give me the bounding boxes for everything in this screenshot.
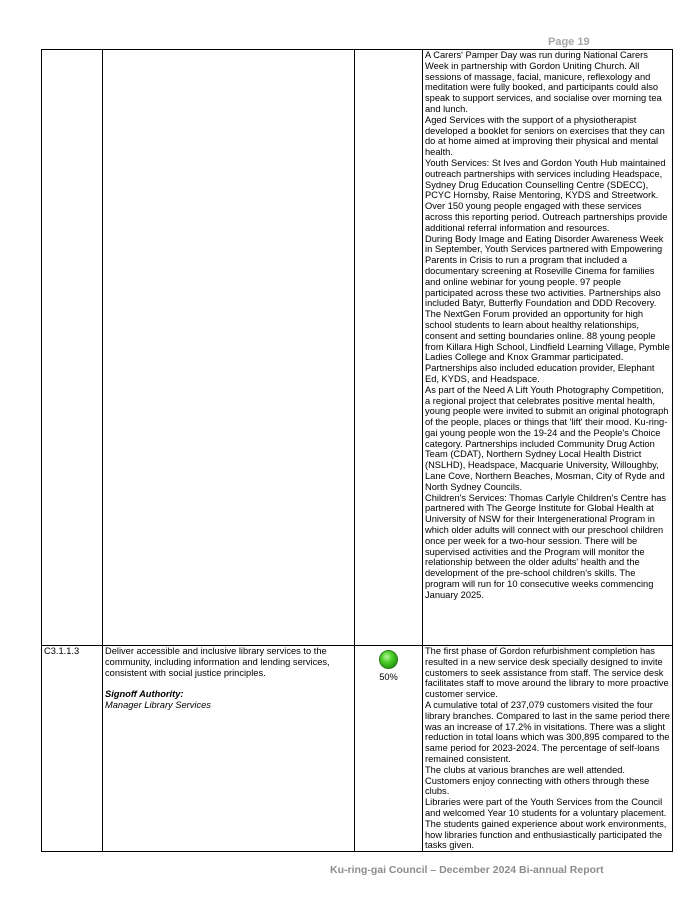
comment-paragraph: Children's Services: Thomas Carlyle Children's Centre has partnered with The George Institute for Global Health at University of NSW for their Intergenerational Program in which older adults will connect with our preschool children once per week for a two-hour session. There will be supervised activities and the Program will monitor the relationship between the older adults' health and the development of the pre-school children's skills. The program will run for 10 consecutive weeks commencing January 2025. <box>425 492 667 600</box>
comment-paragraph: The first phase of Gordon refurbishment completion has resulted in a new service desk specially designed to invite customers to seek assistance from staff. The service desk facilitates staff to move around the library to more proactive customer service. <box>425 646 669 700</box>
action-id-cell <box>42 50 103 646</box>
comment-paragraph: As part of the Need A Lift Youth Photography Competition, a regional project that celebrates positive mental health, young people were invited to submit an original photograph of the people, places or things that 'lift' their mood. Ku-ring-gai young people won the 19-24 and the People's Choice category. Partnerships included Community Drug Action Team (CDAT), Northern Sydney Local Health District (NSLHD), Headspace, Macquarie University, Willoughby, Lane Cove, Northern Beaches, Mosman, City of Ryde and North Sydney Councils. <box>425 384 669 492</box>
comment-cell <box>423 50 673 646</box>
report-table <box>41 49 673 852</box>
action-id-cell <box>42 646 103 852</box>
signoff-name: Manager Library Services <box>105 700 211 711</box>
status-percent: 50% <box>379 672 398 682</box>
status-cell <box>355 646 423 852</box>
action-id: C3.1.1.3 <box>44 646 80 656</box>
comment-paragraph: Libraries were part of the Youth Services from the Council and welcomed Year 10 students for a voluntary placement. The students gained experience about work environments, how libraries function and enthusiastically participated the tasks given. <box>425 797 667 851</box>
table-row <box>42 50 673 646</box>
description-cell <box>103 646 355 852</box>
comment-paragraph: The clubs at various branches are well attended. Customers enjoy connecting with others through these clubs. <box>425 764 650 797</box>
comment-paragraph: During Body Image and Eating Disorder Awareness Week in September, Youth Services partnered with Empowering Parents in Crisis to run a program that included a documentary screening at Roseville Cinema for families and online webinar for young people. 97 people participated across these two activities. Partnerships also included Batyr, Butterfly Foundation and DDD Recovery. <box>425 233 664 309</box>
comment-paragraph: A cumulative total of 237,079 customers visited the four library branches. Compared to last in the same period there was an increase of 17.2% in visitations. There was a slight reduction in total loans which was 300,895 compared to the same period for 2023-2024. The percentage of self-loans remained consistent. <box>425 699 670 764</box>
table-row <box>42 646 673 852</box>
comment-paragraph: Aged Services with the support of a physiotherapist developed a booklet for seniors on exercises that they can do at home aimed at improving their physical and mental health. <box>425 114 665 158</box>
report-footer: Ku-ring-gai Council – December 2024 Bi-annual Report <box>330 864 604 876</box>
comment-paragraph: The NextGen Forum provided an opportunity for high school students to learn about healthy relationships, consent and setting boundaries online. 88 young people from Killara High School, Lindfield Learning Village, Pymble Ladies College and Knox Grammar participated. Partnerships also included education provider, Elephant Ed, KYDS, and Headspace. <box>425 309 670 384</box>
comment-cell <box>423 646 673 852</box>
action-description: Deliver accessible and inclusive library services to the community, including information and lending services, consistent with social justice principles. <box>105 646 330 678</box>
signoff-label: Signoff Authority: <box>105 689 184 700</box>
status-cell <box>355 50 423 646</box>
page-number: Page 19 <box>548 36 590 48</box>
status-light-icon <box>379 650 398 669</box>
comment-paragraph: A Carers' Pamper Day was run during National Carers Week in partnership with Gordon Uniting Church. All sessions of massage, facial, manicure, reflexology and meditation were fully booked, and participants could also speak to support services, and socialise over morning tea and lunch. <box>425 50 662 114</box>
comment-paragraph: Youth Services: St Ives and Gordon Youth Hub maintained outreach partnerships with services including Headspace, Sydney Drug Education Counselling Centre (SDECC), PCYC Hornsby, Raise Mentoring, KYDS and Streetwork. Over 150 young people engaged with these services across this reporting period. Outreach partnerships provide additional referral information and resources. <box>425 157 668 233</box>
description-cell <box>103 50 355 646</box>
